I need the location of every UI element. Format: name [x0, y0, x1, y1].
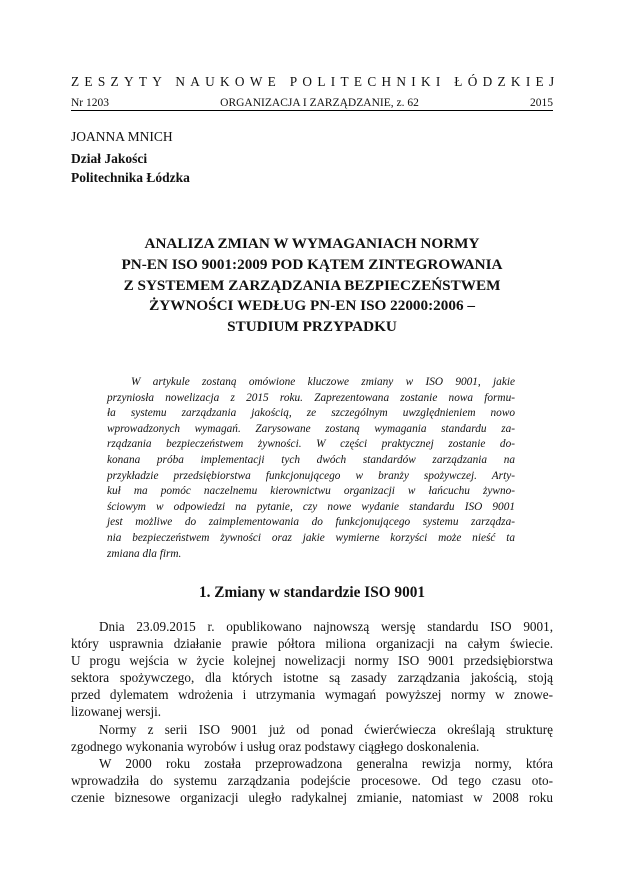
title-line: Z SYSTEMEM ZARZĄDZANIA BEZPIECZEŃSTWEM [123, 276, 501, 294]
body-line: lizowanej wersji. [71, 704, 162, 720]
issue-info-row [71, 96, 553, 110]
title-line: ŻYWNOŚCI WEDŁUG PN-EN ISO 22000:2006 – [149, 297, 475, 315]
body-line: który usprawnia działanie prawie półtora miliona organizacji na całym świecie. [71, 636, 553, 652]
body-line: W 2000 roku została przeprowadzona generalna rewizja normy, która [99, 755, 553, 771]
header-rule [71, 110, 553, 111]
body-line: Dnia 23.09.2015 r. opublikowano najnowszą wersję standardu ISO 9001, [99, 619, 553, 634]
abstract-line: wprowadzonych wymagań. Zarysowane zostaną wymagania standardu za- [107, 422, 515, 435]
abstract-line: kuł ma pomóc naczelnemu kierownictwu organizacji w łańcuchu żywno- [107, 485, 515, 498]
section-heading: 1. Zmiany w standardzie ISO 9001 [198, 584, 426, 601]
paper-title [71, 234, 553, 338]
journal-name: ZESZYTY NAUKOWE POLITECHNIKI ŁÓDZKIEJ [71, 74, 560, 89]
abstract-line: zmiana dla firm. [107, 547, 182, 560]
abstract-line: przykładzie przedsiębiorstwa funkcjonującego w branży spożywczej. Arty- [107, 469, 515, 482]
body-line: zgodnego wykonania wyrobów i usług oraz podstawy ciągłego doskonalenia. [71, 738, 480, 754]
abstract [107, 375, 515, 562]
issue-number: Nr 1203 [71, 97, 110, 109]
author-department: Dział Jakości [71, 151, 148, 166]
title-line: STUDIUM PRZYPADKU [227, 318, 397, 336]
abstract-line: jest możliwe do zaimplementowania do funkcjonującego systemu zarządza- [107, 516, 515, 529]
abstract-line: przyniosła nowelizacja z 2015 roku. Zaprezentowana zostanie nowa formu- [107, 391, 515, 404]
author-name: JOANNA MNICH [71, 129, 173, 144]
title-line: PN-EN ISO 9001:2009 POD KĄTEM ZINTEGROWANIA [121, 255, 503, 273]
abstract-line: rządzania bezpieczeństwem żywności. W części praktycznej zostanie do- [107, 438, 515, 451]
body-line: czenie biznesowe organizacji uległo radykalnej zmianie, natomiast w 2008 roku [71, 789, 553, 805]
body-text [71, 618, 553, 806]
body-line: U progu wejścia w życie kolejnej nowelizacji normy ISO 9001 przedsiębiorstwa [71, 653, 553, 669]
issue-year: 2015 [529, 97, 553, 109]
issue-series: ORGANIZACJA I ZARZĄDZANIE, z. 62 [220, 97, 419, 109]
body-line: przed dylematem wdrożenia i utrzymania wymagań powyższej normy w znowe- [71, 687, 553, 703]
abstract-line: konana próba implementacji tych dwóch standardów zarządzania na [107, 453, 515, 466]
abstract-line: nia bezpieczeństwem żywności oraz jakie wymierne korzyści może nieść ta [107, 531, 515, 544]
body-line: sektora spożywczego, dla których istotne są zasady zarządzania jakością, stoją [71, 670, 553, 686]
body-line: wprowadziła do systemu zarządzania podejście procesowe. Od tego czasu oto- [71, 772, 553, 788]
abstract-line: ła systemu zarządzania jakością, ze szczególnym uwzględnieniem nowo [107, 407, 515, 420]
author-institution: Politechnika Łódzka [71, 170, 190, 185]
title-line: ANALIZA ZMIAN W WYMAGANIACH NORMY [144, 235, 480, 252]
abstract-line: ściowym w odpowiedzi na pytanie, czy nowe wydanie standardu ISO 9001 [107, 500, 515, 513]
body-line: Normy z serii ISO 9001 już od ponad ćwierćwiecza określają strukturę [99, 721, 553, 737]
abstract-line: W artykule zostaną omówione kluczowe zmiany w ISO 9001, jakie [131, 376, 515, 388]
